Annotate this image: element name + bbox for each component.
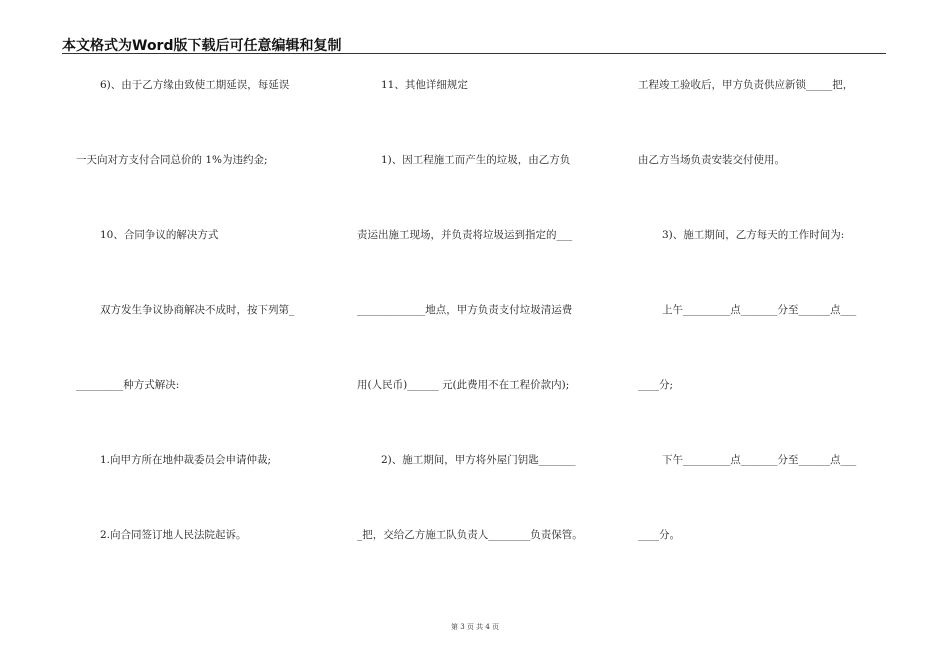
text-line: 6)、由于乙方缘由致使工期延误，每延误	[100, 79, 290, 91]
text-line: 一天向对方支付合同总价的 1%为违约金;	[76, 154, 268, 166]
text-line: 1.向甲方所在地仲裁委员会申请仲裁;	[100, 454, 272, 466]
text-line: _________种方式解决:	[76, 379, 180, 391]
document-header-title: 本文格式为Word版下载后可任意编辑和复制	[62, 38, 342, 54]
text-line: ____分。	[638, 529, 680, 541]
text-line: 2.向合同签订地人民法院起诉。	[100, 529, 247, 541]
text-line: _____________地点，甲方负责支付垃圾清运费	[357, 304, 573, 316]
text-line: ____分;	[638, 379, 674, 391]
text-line: 双方发生争议协商解决不成时，按下列第_	[100, 304, 295, 316]
text-line: 用(人民币)______ 元(此费用不在工程价款内);	[357, 379, 570, 391]
text-line: 工程竣工验收后，甲方负责供应新锁_____把，	[638, 79, 854, 91]
text-line: 10、合同争议的解决方式	[100, 229, 219, 241]
text-line: 1)、因工程施工而产生的垃圾，由乙方负	[381, 154, 571, 166]
page-number: 第 3 页 共 4 页	[450, 623, 500, 631]
text-line: 由乙方当场负责安装交付使用。	[638, 154, 785, 166]
text-line: 3)、施工期间，乙方每天的工作时间为:	[662, 229, 845, 241]
text-line: 2)、施工期间，甲方将外屋门钥匙_______	[381, 454, 576, 466]
text-line: 责运出施工现场，并负责将垃圾运到指定的___	[357, 229, 573, 241]
header-divider	[62, 53, 886, 54]
text-line: 上午_________点_______分至______点___	[662, 304, 857, 316]
text-line: 下午_________点_______分至______点___	[662, 454, 857, 466]
text-line: 11、其他详细规定	[381, 79, 468, 91]
text-line: _把，交给乙方施工队负责人________负责保管。	[357, 529, 583, 541]
